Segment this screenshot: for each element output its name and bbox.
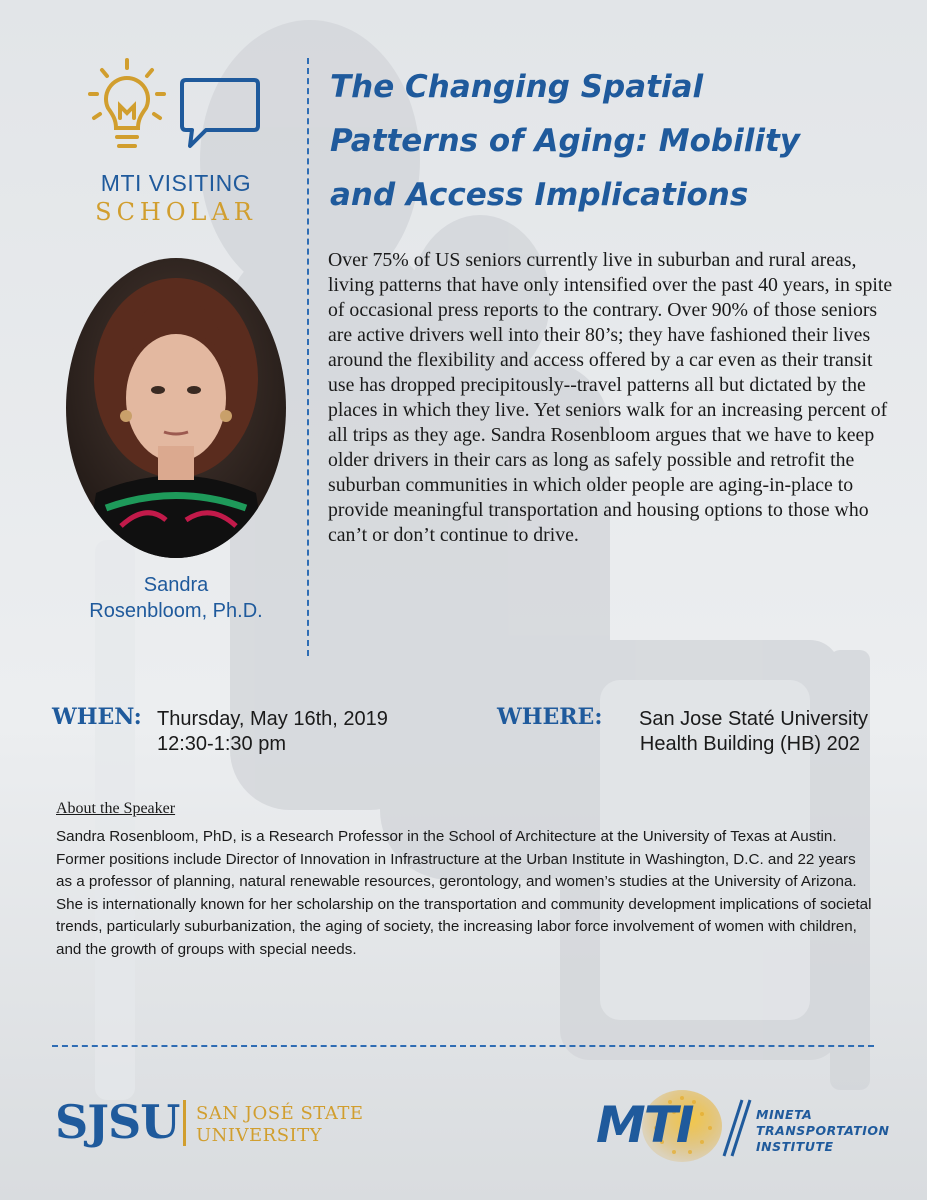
sjsu-logo: SJSU xyxy=(55,1095,180,1149)
speech-bubble-icon xyxy=(182,80,258,146)
event-time: 12:30-1:30 pm xyxy=(157,733,286,755)
event-date: Thursday, May 16th, 2019 xyxy=(157,708,388,730)
mti-slash-mark xyxy=(712,1096,756,1160)
horizontal-divider xyxy=(52,1045,874,1047)
when-label: WHEN: xyxy=(52,704,142,730)
lightbulb-icon xyxy=(90,60,164,146)
event-venue: San Jose Staté University xyxy=(639,708,868,730)
scholar-title-line1: MTI VISITING xyxy=(100,170,252,196)
speaker-portrait xyxy=(66,258,286,558)
about-heading: About the Speaker xyxy=(56,800,176,817)
sjsu-name-line2: UNIVERSITY xyxy=(196,1125,323,1146)
mti-name-line3: INSTITUTE xyxy=(756,1139,834,1154)
event-title xyxy=(330,60,910,222)
scholar-title-line2: SCHOLAR xyxy=(95,198,257,226)
visiting-scholar-logo xyxy=(88,58,263,168)
sjsu-name-line1: SAN JOSÉ STATE xyxy=(196,1103,364,1124)
vertical-divider xyxy=(307,58,309,656)
where-label: WHERE: xyxy=(497,704,603,730)
speaker-name-line2: Rosenbloom, Ph.D. xyxy=(89,600,263,622)
speaker-name-line1: Sandra xyxy=(143,574,209,596)
mti-name-line1: MINETA xyxy=(756,1107,813,1122)
sjsu-logo-bar xyxy=(183,1100,186,1146)
event-title-line3: and Access Implications xyxy=(330,177,749,213)
event-room: Health Building (HB) 202 xyxy=(639,733,860,755)
event-abstract: Over 75% of US seniors currently live in suburban and rural areas, living patterns that have only intensified over the past 40 years, in spite of occasional press reports to the contrary. Over 90% of those seniors are active drivers well into their 80’s; they have fashioned their lives around the flexibility and access offered by a car even as their transit use has dropped precipitously--travel patterns all but dictated by the places in which they live. Yet seniors walk for an increasing percent of all trips as they age. Sandra Rosenbloom argues that we have to keep older drivers in their cars as long as safely possible and retrofit the suburban communities in which older people are aging-in-place to provide meaningful transportation and housing options to those who can’t or don’t continue to drive. xyxy=(328,249,893,546)
mti-name-line2: TRANSPORTATION xyxy=(756,1123,890,1138)
speaker-name xyxy=(56,572,296,624)
event-title-line1: The Changing Spatial xyxy=(330,69,704,105)
mti-logo-text: MTI xyxy=(596,1096,693,1154)
event-title-line2: Patterns of Aging: Mobility xyxy=(330,123,800,159)
about-body: Sandra Rosenbloom, PhD, is a Research Professor in the School of Architecture at the University of Texas at Austin. Former positions include Director of Innovation in Infrastructure at the Urban Institute in Washington, D.C. and 22 years as a professor of planning, natural renewable resources, gerontology, and women’s studies at the University of Arizona. She is internationally known for her scholarship on the transportation and community development implications of societal trends, particularly suburbanization, the aging of society, the increasing labor force involvement of women with children, and the growth of groups with special needs. xyxy=(56,828,872,958)
